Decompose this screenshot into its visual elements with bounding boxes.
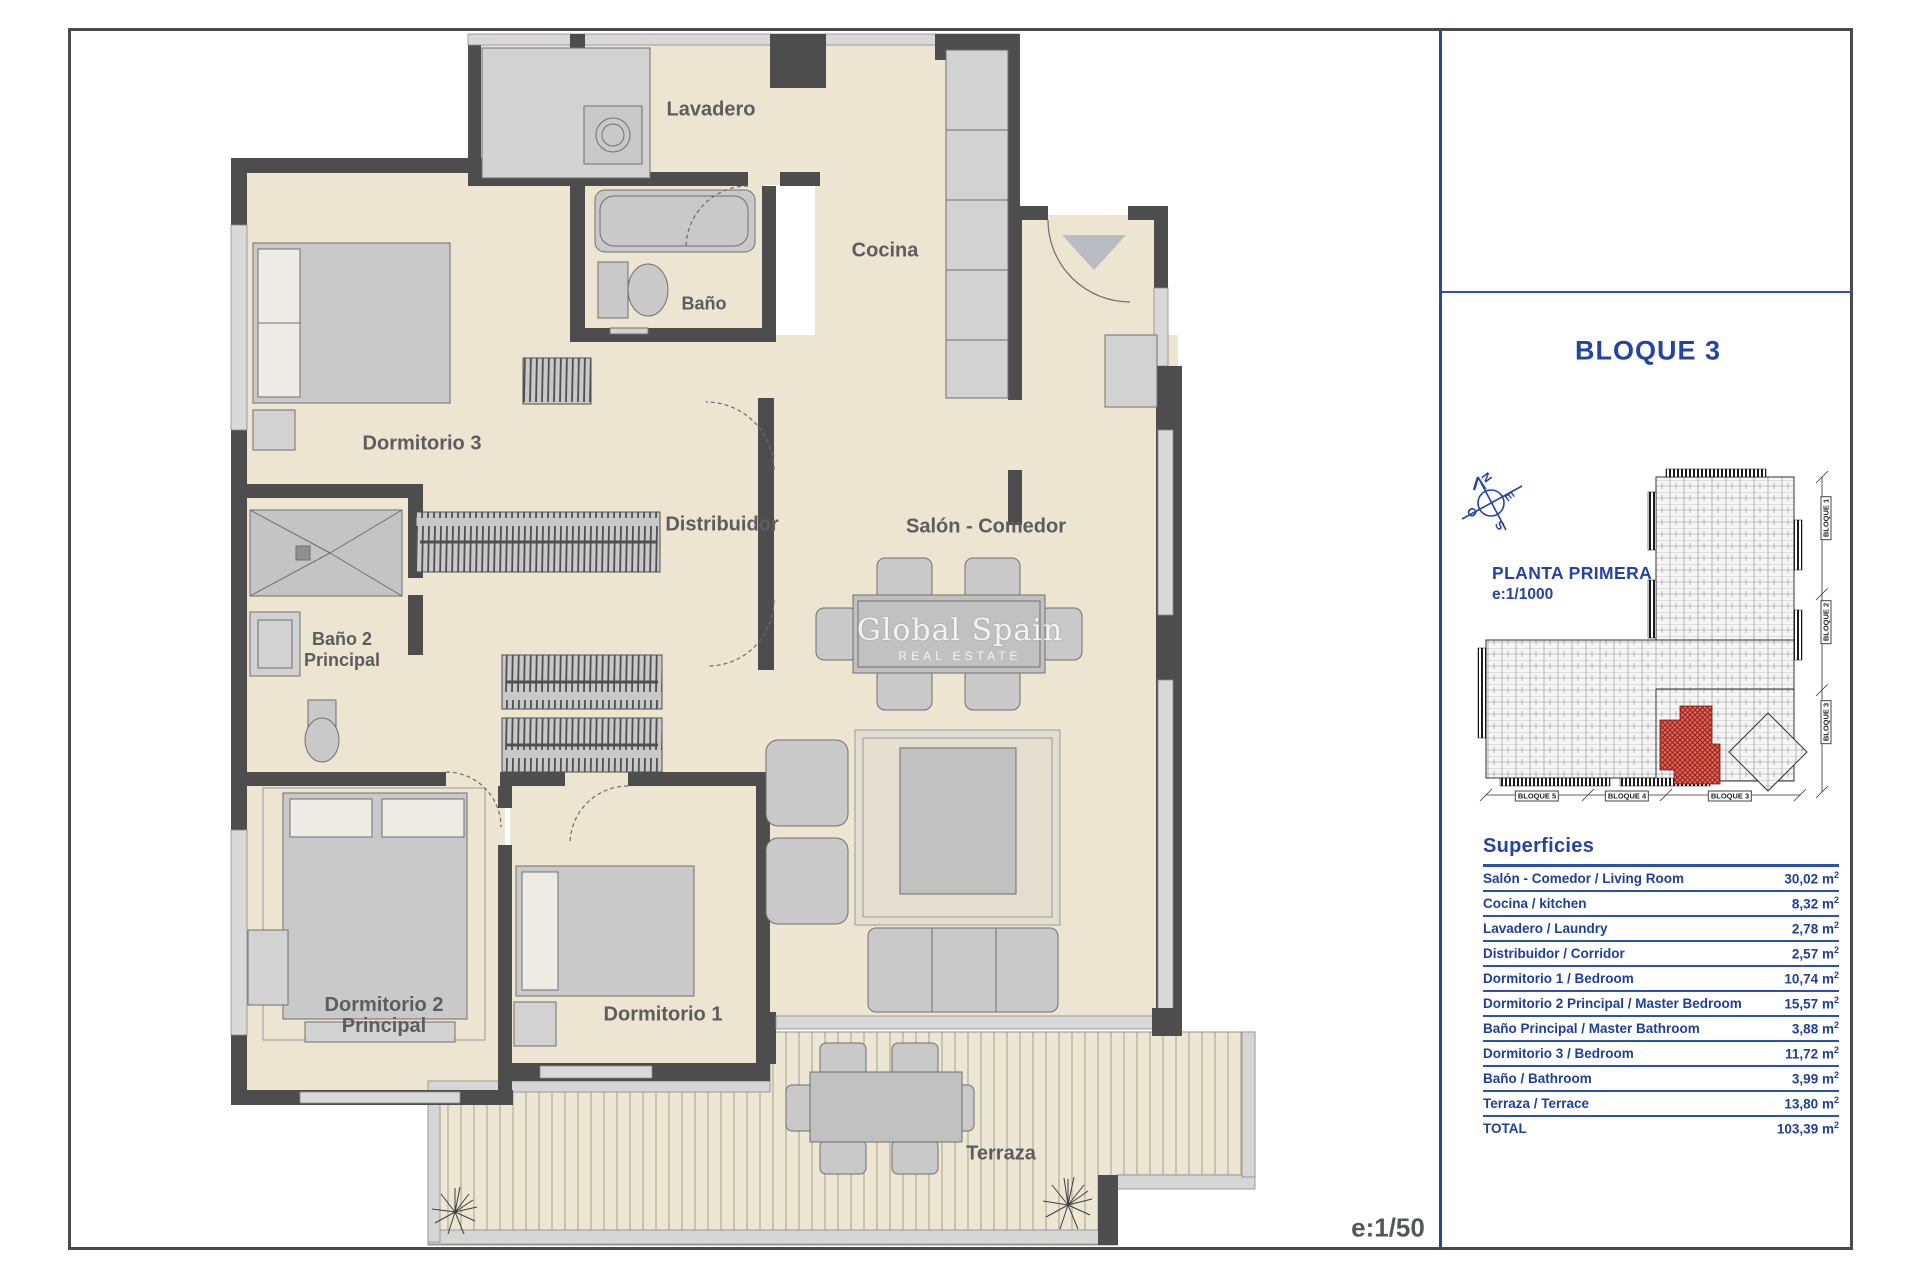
table-row: Dormitorio 2 Principal / Master Bedroom 15,57 $m^2$ — [1483, 992, 1839, 1017]
plan-scale-label: e:1/50 — [1351, 1212, 1425, 1243]
sidebar-title: BLOQUE 3 — [1574, 335, 1722, 366]
table-row: Dormitorio 1 / Bedroom 10,74 $m^2$ — [1483, 967, 1839, 992]
label-salon: Salón - Comedor — [905, 515, 1067, 538]
svg-text:E: E — [1501, 488, 1518, 504]
sidebar-divider — [1441, 291, 1853, 293]
label-dormitorio2: Dormitorio 2 Principal — [324, 994, 444, 1037]
panel-divider — [1439, 28, 1442, 1250]
svg-text:O: O — [1463, 504, 1481, 521]
table-row: Baño / Bathroom 3,99 $m^2$ — [1483, 1067, 1839, 1092]
label-distribuidor: Distribuidor — [665, 513, 779, 536]
table-row: Distribuidor / Corridor 2,57 $m^2$ — [1483, 942, 1839, 967]
label-lavadero: Lavadero — [666, 98, 756, 121]
table-row-total: TOTAL 103,39 $m^2$ — [1483, 1120, 1839, 1137]
label-bano: Baño — [681, 293, 727, 314]
minimap-label-bloque2: BLOQUE 2 — [1821, 600, 1832, 644]
watermark-subtitle: REAL ESTATE — [898, 649, 1022, 663]
plan-name-block — [1492, 563, 1652, 604]
label-bano2: Baño 2 Principal — [303, 629, 381, 670]
table-row: Lavadero / Laundry 2,78 $m^2$ — [1483, 917, 1839, 942]
svg-text:S: S — [1491, 517, 1508, 533]
table-row: Cocina / kitchen 8,32 $m^2$ — [1483, 892, 1839, 917]
table-row: Salón - Comedor / Living Room 30,02 $m^2$ — [1483, 867, 1839, 892]
table-row: Terraza / Terrace 13,80 $m^2$ — [1483, 1092, 1839, 1117]
table-row: Dormitorio 3 / Bedroom 11,72 $m^2$ — [1483, 1042, 1839, 1067]
plan-minimap-scale: e:1/1000 — [1492, 586, 1554, 603]
minimap-label-bloque3-right: BLOQUE 3 — [1821, 700, 1832, 744]
label-terraza: Terraza — [966, 1142, 1036, 1165]
label-dormitorio1: Dormitorio 1 — [603, 1003, 723, 1026]
superficies-heading: Superficies — [1483, 835, 1595, 857]
label-dormitorio3: Dormitorio 3 — [362, 432, 482, 455]
minimap-label-bloque4: BLOQUE 4 — [1605, 791, 1649, 802]
svg-text:N: N — [1478, 469, 1495, 486]
superficies-table — [1483, 864, 1839, 1140]
minimap-label-bloque3-bottom: BLOQUE 3 — [1708, 791, 1752, 802]
label-cocina: Cocina — [851, 239, 919, 262]
table-row: Baño Principal / Master Bathroom 3,88 $m^2$ — [1483, 1017, 1839, 1042]
minimap-label-bloque5: BLOQUE 5 — [1515, 791, 1559, 802]
plan-name: PLANTA PRIMERA — [1492, 563, 1653, 583]
minimap-label-bloque1: BLOQUE 1 — [1821, 496, 1832, 540]
watermark-title: Global Spain — [856, 613, 1064, 648]
